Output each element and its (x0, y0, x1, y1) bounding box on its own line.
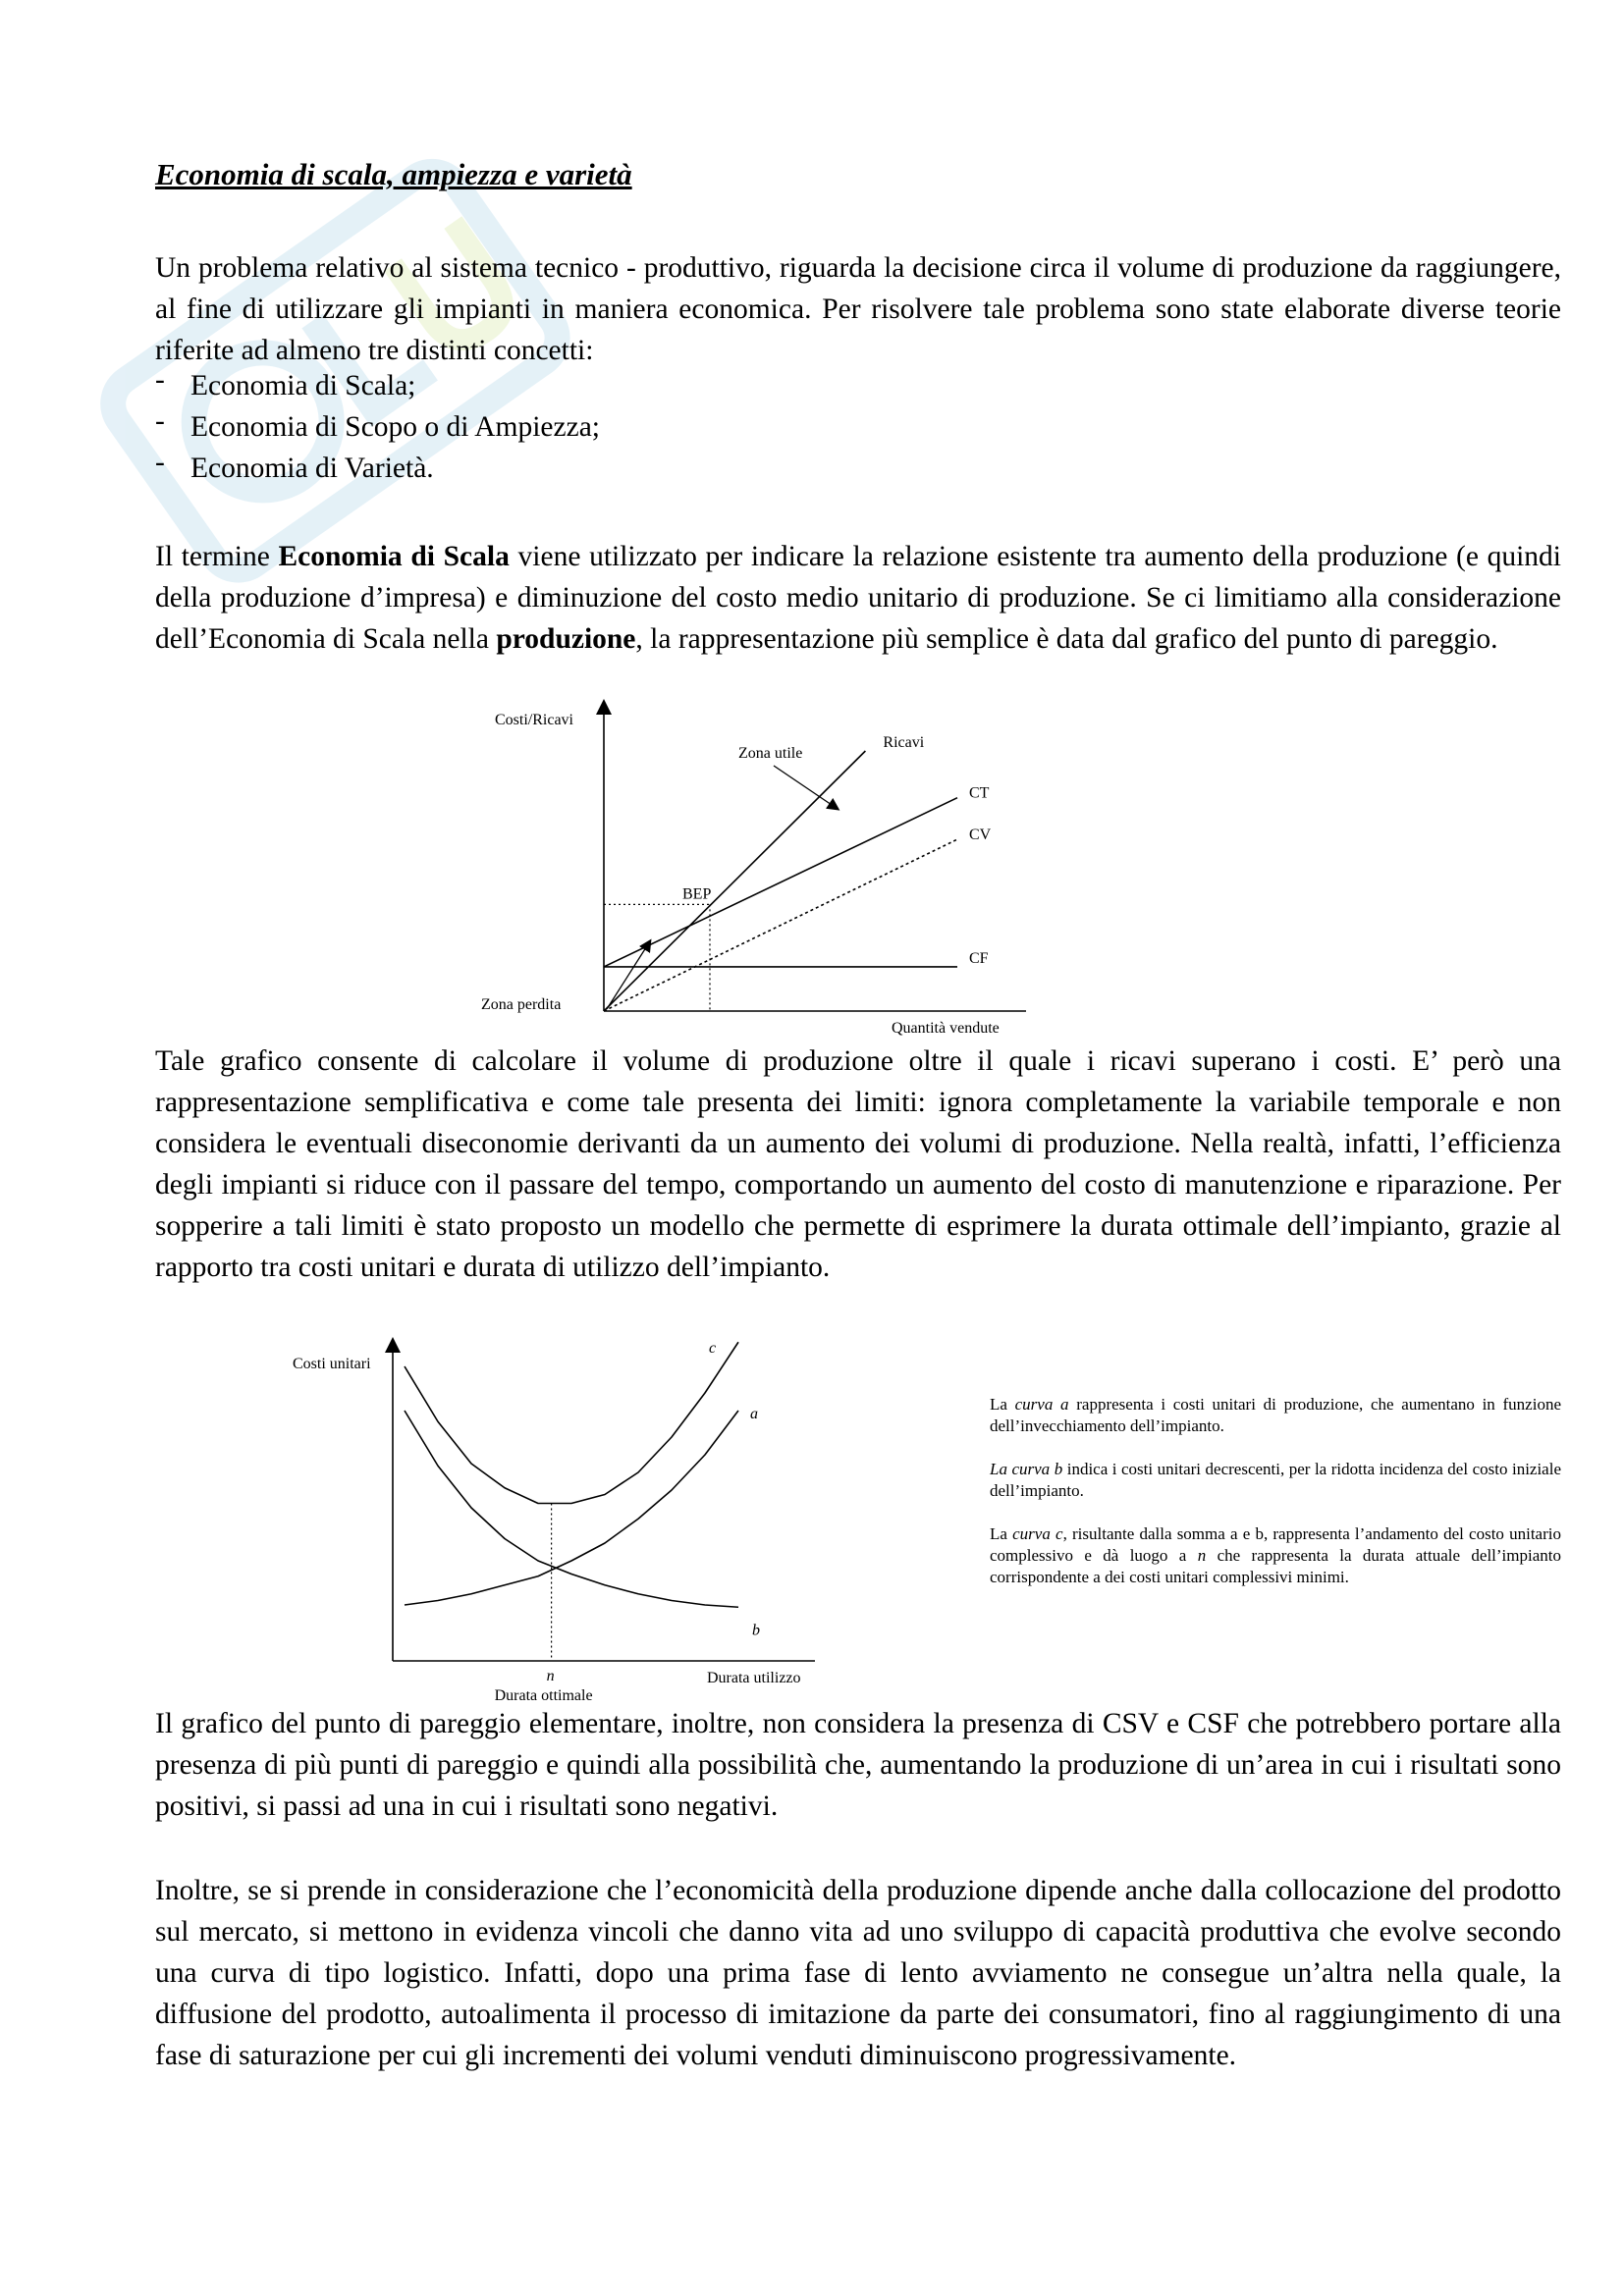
y-axis-label: Costi/Ricavi (495, 712, 573, 728)
note-curve-a: La curva a rappresenta i costi unitari di produzione, che aumentano in funzione dell’invecchiamento dell’impianto. (990, 1395, 1561, 1435)
annotation-zona-perdita: Zona perdita (481, 996, 562, 1013)
optimum-caption: Durata ottimale (494, 1687, 593, 1700)
series-line-ct (604, 798, 957, 967)
y-axis-label: Costi unitari (293, 1356, 371, 1372)
list-item: - Economia di Scala; (155, 364, 416, 401)
term-produzione: produzione (496, 623, 636, 655)
series-label-cv: CV (969, 827, 992, 844)
optimum-label: n (546, 1668, 555, 1684)
term-economia-di-scala: Economia di Scala (278, 541, 510, 572)
limits-paragraph: Tale grafico consente di calcolare il volume di produzione oltre il quale i ricavi superano i costi. E’ però una rappresentazione semplificativa e come tale presenta dei limiti: ignora completamente la variabile temporale e non considera le eventuali diseconomie derivanti da un aumento dei volumi di produzione. Nella realtà, infatti, l’efficienza degli impianti si riduce con il passare del tempo, comportando un aumento del costo di manutenzione e riparazione. Per sopperire a tali limiti è stato proposto un modello che permette di esprimere la durata ottimale dell’impianto, grazie al rapporto tra costi unitari e durata di utilizzo dell’impianto. (155, 1045, 1561, 1283)
curve-label-a: a (750, 1406, 758, 1422)
logistic-paragraph: Inoltre, se si prende in considerazione che l’economicità della produzione dipende anche dalla collocazione del prodotto sul mercato, si mettono in evidenza vincoli che danno vita ad uno sviluppo di capacità produttiva che evolve secondo una curva di tipo logistico. Infatti, dopo una prima fase di lento avviamento ne consegue un’altra nella quale, la diffusione del prodotto, autoalimenta il processo di imitazione da parte dei consumatori, fino al raggiungimento di una fase di saturazione per cui gli incrementi dei volumi venduti diminuiscono progressivamente. (155, 1875, 1561, 2071)
curve-a (405, 1411, 738, 1605)
curve-label-b: b (752, 1622, 760, 1639)
list-item: - Economia di Scopo o di Ampiezza; (155, 405, 601, 443)
page-title: Economia di scala, ampiezza e varietà (155, 157, 632, 191)
scale-economy-paragraph: Il termine Economia di Scala viene utilizzato per indicare la relazione esistente tra aumento della produzione (e quindi della produzione d’impresa) e diminuzione del costo medio unitario di produzione. Se ci limitiamo alla considerazione dell’Economia di Scala nella produzione, la rappresentazione più semplice è data dal grafico del punto di pareggio. (155, 541, 1561, 655)
series-line-cv (604, 839, 957, 1011)
csv-csf-paragraph: Il grafico del punto di pareggio elementare, inoltre, non considera la presenza di CSV e CSF che potrebbero portare alla presenza di più punti di pareggio e quindi alla possibilità che, aumentando la produzione di un’area in cui i risultati sono positivi, si passi ad una in cui i risultati sono negativi. (155, 1708, 1561, 1822)
series-label-ricavi: Ricavi (883, 734, 925, 751)
break-even-chart (461, 697, 1051, 1041)
zona-utile-pointer (774, 766, 835, 807)
curve-c (405, 1342, 738, 1503)
x-axis-label: Durata utilizzo (707, 1670, 801, 1686)
series-label-ct: CT (969, 784, 990, 802)
bep-label: BEP (682, 885, 712, 903)
note-curve-c: La curva c, risultante dalla somma a e b, rappresenta l’andamento del costo unitario complessivo e dà luogo a n che rappresenta la durata attuale dell’impianto corrispondente a dei costi unitari complessivi minimi. (990, 1524, 1561, 1586)
concept-list (155, 365, 600, 489)
curve-b (405, 1411, 738, 1607)
list-item: - Economia di Varietà. (155, 447, 434, 484)
note-curve-b: La curva b indica i costi unitari decrescenti, per la ridotta incidenza del costo iniziale dell’impianto. (990, 1460, 1561, 1500)
unit-cost-chart (285, 1337, 835, 1700)
series-line-ricavi (604, 751, 865, 1011)
x-axis-label: Quantità vendute (892, 1020, 1000, 1037)
annotation-zona-utile: Zona utile (738, 745, 803, 762)
curve-label-c: c (709, 1340, 717, 1357)
series-label-cf: CF (969, 949, 989, 967)
intro-paragraph: Un problema relativo al sistema tecnico - produttivo, riguarda la decisione circa il volume di produzione da raggiungere, al fine di utilizzare gli impianti in maniera economica. Per risolvere tale problema sono state elaborate diverse teorie riferite ad almeno tre distinti concetti: (155, 252, 1561, 366)
